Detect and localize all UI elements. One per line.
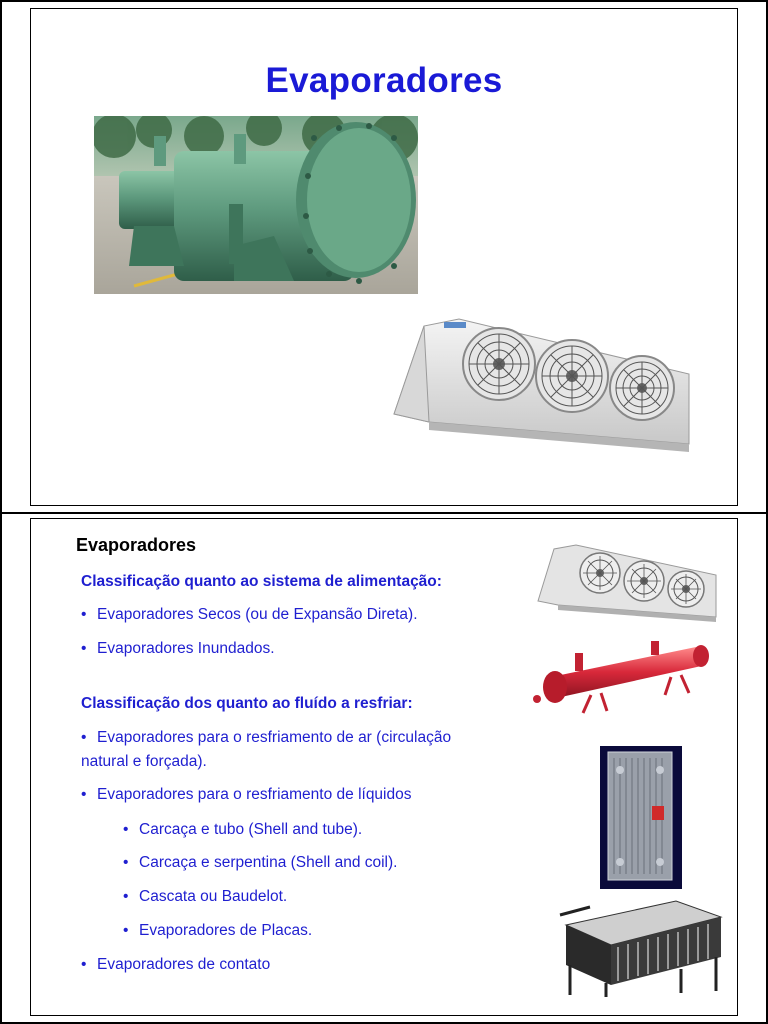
shell-and-tube-evaporator-photo [94,116,418,294]
baudelot-evaporator-photo [556,895,724,999]
sub-item-baudelot: • Cascata ou Baudelot. [123,887,287,907]
list-item-flooded-evaporators: • Evaporadores Inundados. [81,639,275,659]
list-item-liquid-cooling: • Evaporadores para o resfriamento de líquidos [81,785,412,805]
sub-item-shell-and-tube: • Carcaça e tubo (Shell and tube). [123,820,362,840]
list-item-contact: • Evaporadores de contato [81,955,270,975]
red-shell-and-tube-photo [531,635,711,717]
list-item-dry-evaporators: • Evaporadores Secos (ou de Expansão Direta). [81,605,418,625]
slide-2-title: Evaporadores [76,535,197,555]
plate-heat-exchanger-photo [600,746,682,889]
sub-item-shell-and-coil: • Carcaça e serpentina (Shell and coil). [123,853,397,873]
fluid-classification-heading: Classificação dos quanto ao fluído a resfriar: [81,695,413,712]
sub-item-plate: • Evaporadores de Placas. [123,921,312,941]
slide-1-title: Evaporadores [265,61,503,100]
feed-classification-heading: Classificação quanto ao sistema de alimentação: [81,573,442,590]
list-item-air-cooling-continued: natural e forçada). [81,753,207,770]
list-item-air-cooling: • Evaporadores para o resfriamento de ar (circulação [81,728,451,748]
slide-1 [30,8,738,506]
air-cooler-unit-photo [389,314,699,454]
slide-2 [30,518,738,1016]
small-air-cooler-photo [536,543,718,623]
